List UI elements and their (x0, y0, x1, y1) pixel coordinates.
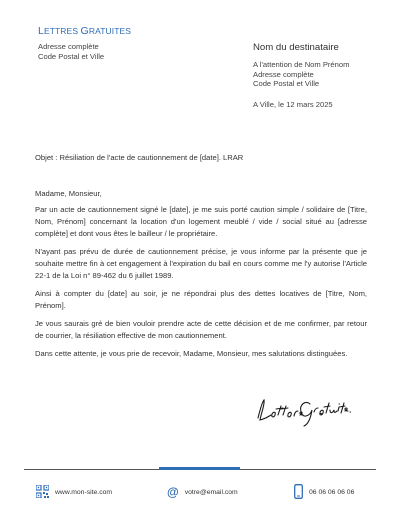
recipient-attention: A l'attention de Nom Prénom (253, 60, 350, 69)
sender-name (38, 25, 131, 37)
body-paragraph-5: Dans cette attente, je vous prie de recevoir, Madame, Monsieur, mes salutations distinguées. (35, 349, 348, 358)
sender-name-part-1: ETTRES (43, 26, 81, 36)
footer-website (36, 484, 112, 500)
qr-code-icon (36, 485, 49, 500)
footer-phone (294, 484, 354, 500)
phone-icon (294, 484, 303, 501)
sender-address (38, 42, 104, 61)
sender-name-part-2: RATUITES (88, 26, 132, 36)
at-sign-icon: @ (167, 485, 179, 499)
recipient-address-line-1: Adresse complète (253, 69, 314, 79)
sender-address-line-1: Adresse complète (38, 42, 99, 51)
footer-email-text[interactable]: votre@email.com (184, 488, 238, 496)
recipient-block (253, 42, 393, 89)
letter-body (35, 188, 367, 366)
footer-phone-text[interactable]: 06 06 06 06 06 (309, 488, 355, 496)
body-paragraph-4: Je vous saurais gré de bien vouloir prendre acte de cette décision et de me confirmer, par retour de courrier, la résiliation effective de mon cautionnement. (35, 319, 367, 340)
sender-name-initial-2: G (80, 25, 89, 37)
body-paragraph-1: Par un acte de cautionnement signé le [date], je me suis porté caution simple / solidaire de [Titre, Nom, Prénom] concernant la location d'un logement meublé / vide / social situé au [adresse complète] et dont vous êtes le bailleur / le propriétaire. (35, 205, 367, 238)
footer-email (167, 484, 238, 500)
signature-scribble-icon (252, 392, 352, 428)
sender-address-line-2: Code Postal et Ville (38, 51, 105, 61)
body-paragraph-3: Ainsi à compter du [date] au soir, je ne répondrai plus des dettes locatives de [Titre, Nom, Prénom]. (35, 289, 367, 310)
footer-accent-bar (159, 467, 240, 470)
salutation: Madame, Monsieur, (35, 189, 102, 198)
body-paragraph-2: N'ayant pas prévu de durée de cautionnement précise, je vous informe par la présente que je souhaite mettre fin à cet engagement à l'expiration du bail en cours comme me l'y autorise l'Article 22-1 de la Loi n° 89-462 du 6 juillet 1989. (35, 247, 367, 280)
subject-line: Objet : Résiliation de l'acte de cautionnement de [date]. LRAR (35, 153, 244, 162)
date-line: A Ville, le 12 mars 2025 (253, 100, 333, 109)
sender-name-initial-1: L (38, 25, 44, 37)
signature (252, 392, 352, 428)
recipient-name: Nom du destinataire (253, 42, 339, 53)
footer-website-text[interactable]: www.mon-site.com (55, 488, 113, 496)
recipient-address-line-2: Code Postal et Ville (253, 79, 320, 88)
